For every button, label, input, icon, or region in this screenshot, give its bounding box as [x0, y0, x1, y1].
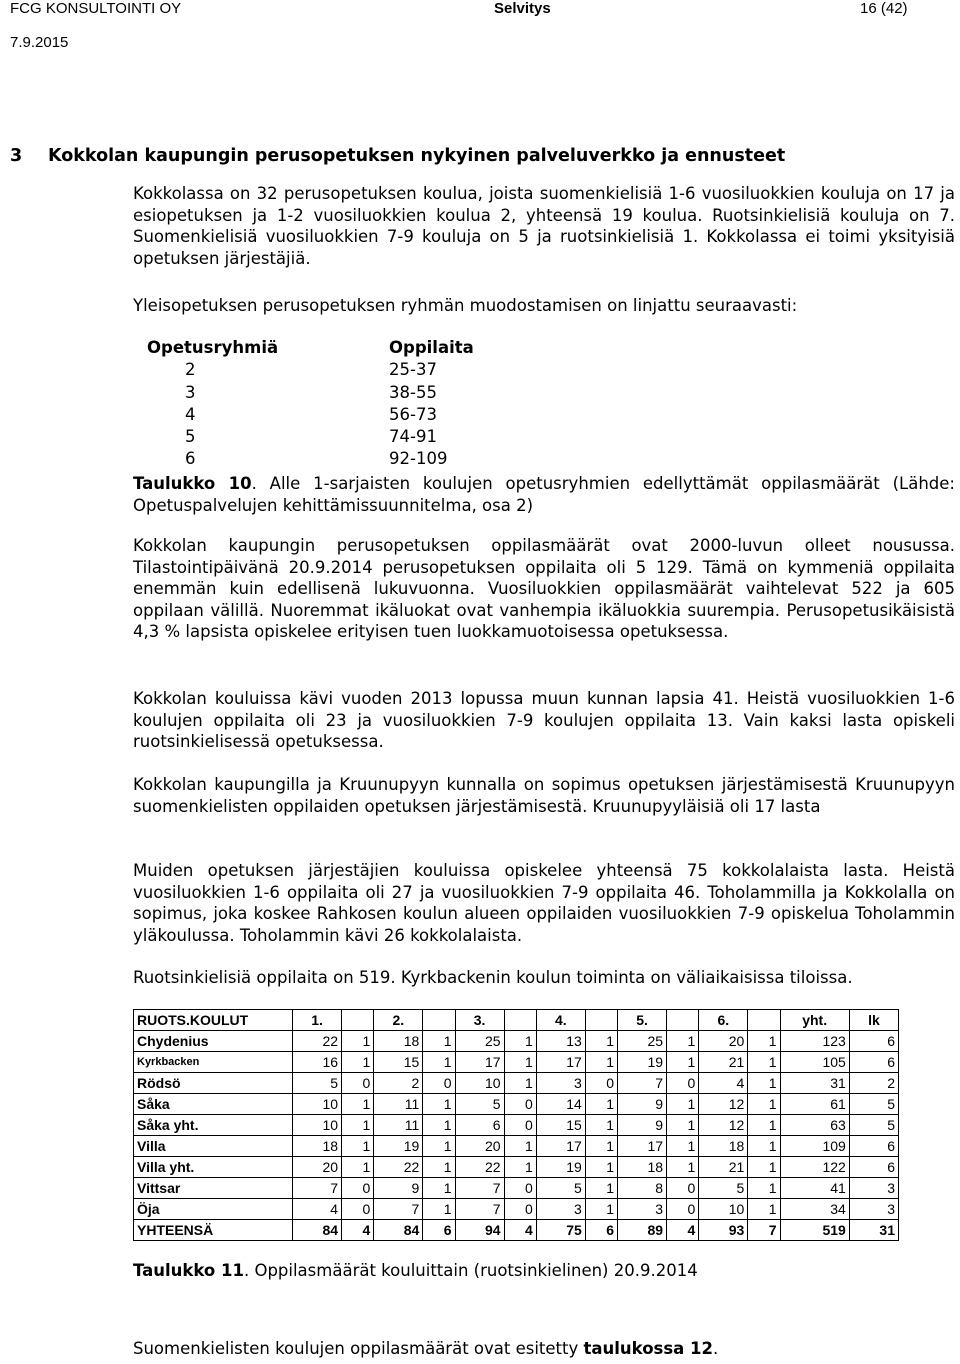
table-cell: 89 [618, 1220, 667, 1241]
table-row [134, 1052, 899, 1073]
table-cell: 75 [536, 1220, 585, 1241]
table-cell: 12 [699, 1094, 748, 1115]
table-cell: 0 [667, 1199, 699, 1220]
paragraph-other-providers: Muiden opetuksen järjestäjien kouluissa opiskelee yhteensä 75 kokkolalaista lasta. Heistä vuosiluokkien 1-6 oppilaita oli 27 ja vuosiluokkien 7-9 oppilaita 46. Toholammilla ja Kokkolalla on sopimus, joka koskee Rahkosen koulun alueen oppilaiden vuosiluokkien 7-9 opiskelua Toholammin yläkoulussa. Toholammin kävi 26 kokkolalaista. [133, 861, 955, 945]
table-cell: 22 [374, 1157, 423, 1178]
group-count-cell: 3 [185, 382, 196, 402]
table-cell: 6 [849, 1031, 898, 1052]
caption-table-11 [133, 1260, 955, 1282]
table-cell: 22 [293, 1031, 342, 1052]
table-cell: 0 [667, 1073, 699, 1094]
table-cell: 17 [536, 1052, 585, 1073]
table-cell: 25 [618, 1031, 667, 1052]
table-cell: 61 [780, 1094, 849, 1115]
table-cell: 1 [748, 1136, 780, 1157]
table-cell: 17 [618, 1136, 667, 1157]
table-cell: 4 [293, 1199, 342, 1220]
table-cell: 0 [342, 1199, 374, 1220]
table-cell: 6 [849, 1052, 898, 1073]
table-cell: 7 [748, 1220, 780, 1241]
group-count-cell: 5 [185, 427, 196, 447]
paragraph-other-municipality: Kokkolan kouluissa kävi vuoden 2013 lopussa muun kunnan lapsia 41. Heistä vuosiluokkien 1-6 koulujen oppilaita oli 23 ja vuosiluokkien 7-9 koulujen oppilaita 13. Vain kaksi lasta opiskeli ruotsinkielisessä opetuksessa. [133, 689, 955, 752]
table-cell: 14 [536, 1094, 585, 1115]
table-cell: 21 [699, 1052, 748, 1073]
table-cell: 13 [536, 1031, 585, 1052]
table-cell: 9 [374, 1178, 423, 1199]
table-cell: 2 [374, 1073, 423, 1094]
table-cell: 1 [748, 1094, 780, 1115]
table-cell: 1 [342, 1052, 374, 1073]
table-cell: 5 [699, 1178, 748, 1199]
table-cell: 1 [748, 1178, 780, 1199]
table-cell: 1 [423, 1052, 455, 1073]
table-cell: 4 [667, 1220, 699, 1241]
group-count-cell: 6 [185, 449, 196, 469]
table-cell: 1 [667, 1136, 699, 1157]
school-name-cell: RUOTS.KOULUT [134, 1010, 293, 1031]
table-cell: 18 [293, 1136, 342, 1157]
table-cell: 8 [618, 1178, 667, 1199]
table-cell: 7 [455, 1199, 504, 1220]
table-cell: 5 [849, 1094, 898, 1115]
school-name-cell: Vittsar [134, 1178, 293, 1199]
table-cell: 10 [293, 1094, 342, 1115]
school-name-cell: YHTEENSÄ [134, 1220, 293, 1241]
caption-11-text: . Oppilasmäärät kouluittain (ruotsinkielinen) 20.9.2014 [243, 1261, 698, 1280]
table-cell [667, 1010, 699, 1031]
table-cell: 20 [293, 1157, 342, 1178]
table-cell: 17 [536, 1136, 585, 1157]
group-size-row [147, 404, 474, 426]
header-company: FCG KONSULTOINTI OY [10, 0, 182, 17]
table-cell: 15 [374, 1052, 423, 1073]
table-cell: 6 [455, 1115, 504, 1136]
table-cell: 4 [699, 1073, 748, 1094]
table-cell: 1 [423, 1178, 455, 1199]
table-cell: 19 [618, 1052, 667, 1073]
table-cell: 122 [780, 1157, 849, 1178]
table-cell: 1 [504, 1031, 536, 1052]
table-cell: yht. [780, 1010, 849, 1031]
table-cell: 19 [374, 1136, 423, 1157]
table-cell: 6 [849, 1157, 898, 1178]
table-cell: 1 [667, 1031, 699, 1052]
table-cell: 1 [585, 1178, 617, 1199]
table-cell: 1 [504, 1073, 536, 1094]
table-cell: 1 [585, 1157, 617, 1178]
table-cell: 9 [618, 1115, 667, 1136]
table-cell: 2 [849, 1073, 898, 1094]
table-cell: 1 [585, 1199, 617, 1220]
table-cell: 0 [342, 1073, 374, 1094]
table-cell: 18 [374, 1031, 423, 1052]
table-cell: 22 [455, 1157, 504, 1178]
table-cell: 1 [585, 1136, 617, 1157]
table-cell: 31 [780, 1073, 849, 1094]
table-cell: 7 [374, 1199, 423, 1220]
page-header [0, 0, 960, 56]
table-cell: 1 [748, 1199, 780, 1220]
table-cell: 6. [699, 1010, 748, 1031]
group-col-groups: Opetusryhmiä [147, 338, 279, 357]
table-cell [585, 1010, 617, 1031]
table-cell: 10 [699, 1199, 748, 1220]
table-cell: 1 [585, 1115, 617, 1136]
group-size-row [147, 382, 474, 404]
table-cell: 1 [667, 1115, 699, 1136]
table-cell: 1 [342, 1136, 374, 1157]
table-cell: 25 [455, 1031, 504, 1052]
table-cell: 41 [780, 1178, 849, 1199]
table-cell: 123 [780, 1031, 849, 1052]
table-row [134, 1073, 899, 1094]
table-cell: 7 [618, 1073, 667, 1094]
table-cell: 11 [374, 1094, 423, 1115]
section-title: Kokkolan kaupungin perusopetuksen nykyinen palveluverkko ja ennusteet [48, 146, 786, 166]
table-cell [504, 1010, 536, 1031]
table-cell: 1 [748, 1052, 780, 1073]
table-cell: 12 [699, 1115, 748, 1136]
caption-10-text: . Alle 1-sarjaisten koulujen opetusryhmien edellyttämät oppilasmäärät (Lähde: Opetuspalvelujen kehittämissuunnitelma, osa 2) [133, 474, 955, 515]
group-size-row [147, 426, 474, 448]
table-cell: 1 [748, 1031, 780, 1052]
school-name-cell: Rödsö [134, 1073, 293, 1094]
table-row [134, 1115, 899, 1136]
table-cell: 1 [342, 1094, 374, 1115]
school-name-cell: Kyrkbacken [134, 1052, 293, 1073]
table-cell: 5 [849, 1115, 898, 1136]
group-count-cell: 4 [185, 404, 196, 424]
table-cell: 3. [455, 1010, 504, 1031]
group-size-row [147, 359, 474, 381]
group-count-cell: 2 [185, 360, 196, 380]
table-cell: 1 [423, 1094, 455, 1115]
table-cell: 1 [585, 1052, 617, 1073]
finnish-ref-bold: taulukossa 12 [583, 1339, 714, 1358]
table-cell: 1 [423, 1199, 455, 1220]
table-cell: 1 [504, 1136, 536, 1157]
table-cell: 0 [504, 1178, 536, 1199]
swedish-schools-table [133, 1009, 899, 1241]
table-row [134, 1136, 899, 1157]
table-cell: 3 [849, 1178, 898, 1199]
group-size-row [147, 448, 474, 470]
table-row [134, 1199, 899, 1220]
table-cell: 16 [293, 1052, 342, 1073]
table-row [134, 1157, 899, 1178]
table-cell: 94 [455, 1220, 504, 1241]
school-name-cell: Villa [134, 1136, 293, 1157]
table-cell: 0 [504, 1094, 536, 1115]
table-cell: 1 [423, 1136, 455, 1157]
table-cell: 10 [293, 1115, 342, 1136]
paragraph-finnish-reference [133, 1338, 955, 1360]
table-cell: 6 [585, 1220, 617, 1241]
table-cell: 7 [293, 1178, 342, 1199]
table-cell [342, 1010, 374, 1031]
paragraph-kruunupyy: Kokkolan kaupungilla ja Kruunupyyn kunnalla on sopimus opetuksen järjestämisestä Kruunupyyn suomenkielisten oppilaiden opetuksen järjestämisestä. Kruunupyyläisiä oli 17 lasta [133, 775, 955, 816]
table-cell: 1 [667, 1052, 699, 1073]
table-cell [748, 1010, 780, 1031]
table-row [134, 1010, 899, 1031]
table-cell: 519 [780, 1220, 849, 1241]
table-cell: 0 [504, 1199, 536, 1220]
header-date: 7.9.2015 [10, 34, 69, 51]
table-cell: 1 [342, 1115, 374, 1136]
table-cell: 3 [849, 1199, 898, 1220]
paragraph-schools: Kokkolassa on 32 perusopetuksen koulua, joista suomenkielisiä 1-6 vuosiluokkien kouluja on 17 ja esiopetuksen ja 1-2 vuosiluokkien koulua 2, yhteensä 19 koulua. Ruotsinkielisiä kouluja on 7. Suomenkielisiä vuosiluokkien 7-9 kouluja on 5 ja ruotsinkielisiä 1. Kokkolassa ei toimi yksityisiä opetuksen järjestäjiä. [133, 184, 955, 268]
table-cell: 5. [618, 1010, 667, 1031]
table-cell: 17 [455, 1052, 504, 1073]
finnish-ref-text: Suomenkielisten koulujen oppilasmäärät ovat esitetty [133, 1339, 584, 1358]
table-cell: 109 [780, 1136, 849, 1157]
table-cell: 84 [374, 1220, 423, 1241]
table-row [134, 1178, 899, 1199]
table-cell: 3 [536, 1199, 585, 1220]
table-cell: 19 [536, 1157, 585, 1178]
table-cell: 15 [536, 1115, 585, 1136]
table-cell: 5 [536, 1178, 585, 1199]
table-cell: lk [849, 1010, 898, 1031]
table-cell: 1 [423, 1031, 455, 1052]
table-cell: 93 [699, 1220, 748, 1241]
table-cell: 18 [699, 1136, 748, 1157]
table-cell: 1 [423, 1115, 455, 1136]
section-heading [10, 146, 785, 166]
paragraph-pupil-counts: Kokkolan kaupungin perusopetuksen oppilasmäärät ovat 2000-luvun olleet nousussa. Tilastointipäivänä 20.9.2014 perusopetuksen oppilaita oli 5 129. Tämä on kymmeniä oppilaita enemmän kuin edellisenä lukuvuonna. Vuosiluokkien oppilasmäärät vaihtelevat 522 ja 605 oppilaan välillä. Nuoremmat ikäluokat ovat vanhempia ikäluokkia suurempia. Perusopetusikäisistä 4,3 % lapsista opiskelee erityisen tuen luokkamuotoisessa opetuksessa. [133, 536, 955, 642]
pupil-range-cell: 56-73 [389, 404, 437, 424]
table-cell: 0 [585, 1073, 617, 1094]
school-name-cell: Chydenius [134, 1031, 293, 1052]
header-title: Selvitys [494, 0, 551, 17]
table-cell: 0 [342, 1178, 374, 1199]
table-cell: 1 [504, 1052, 536, 1073]
table-cell: 4. [536, 1010, 585, 1031]
school-name-cell: Såka yht. [134, 1115, 293, 1136]
school-name-cell: Villa yht. [134, 1157, 293, 1178]
table-cell: 10 [455, 1073, 504, 1094]
table-cell: 1 [748, 1157, 780, 1178]
table-row [134, 1031, 899, 1052]
table-cell: 1 [748, 1073, 780, 1094]
table-cell: 1 [585, 1031, 617, 1052]
table-cell: 31 [849, 1220, 898, 1241]
table-row [134, 1094, 899, 1115]
table-cell: 2. [374, 1010, 423, 1031]
caption-11-label: Taulukko 11 [133, 1261, 244, 1280]
caption-table-10 [133, 473, 955, 516]
table-cell: 1 [667, 1157, 699, 1178]
table-cell: 20 [455, 1136, 504, 1157]
caption-10-label: Taulukko 10 [133, 474, 252, 493]
school-name-cell: Öja [134, 1199, 293, 1220]
table-cell: 18 [618, 1157, 667, 1178]
pupil-range-cell: 74-91 [389, 427, 437, 447]
table-cell: 7 [455, 1178, 504, 1199]
table-cell: 9 [618, 1094, 667, 1115]
table-cell: 105 [780, 1052, 849, 1073]
table-cell: 3 [618, 1199, 667, 1220]
table-cell: 1 [585, 1094, 617, 1115]
table-cell: 21 [699, 1157, 748, 1178]
table-cell: 1 [423, 1157, 455, 1178]
paragraph-swedish-pupils: Ruotsinkielisiä oppilaita on 519. Kyrkbackenin koulun toiminta on väliaikaisissa tiloissa. [133, 968, 853, 987]
group-size-table [147, 337, 474, 471]
paragraph-group-intro: Yleisopetuksen perusopetuksen ryhmän muodostamisen on linjattu seuraavasti: [133, 296, 798, 315]
table-cell: 11 [374, 1115, 423, 1136]
table-cell: 4 [342, 1220, 374, 1241]
table-cell: 5 [293, 1073, 342, 1094]
table-cell: 6 [423, 1220, 455, 1241]
table-cell: 0 [667, 1178, 699, 1199]
finnish-ref-end: . [713, 1339, 719, 1358]
table-cell: 1 [342, 1157, 374, 1178]
table-cell: 5 [455, 1094, 504, 1115]
table-cell: 1. [293, 1010, 342, 1031]
table-cell: 20 [699, 1031, 748, 1052]
section-number: 3 [10, 146, 23, 166]
pupil-range-cell: 92-109 [389, 449, 448, 469]
group-col-pupils: Oppilaita [389, 338, 474, 357]
table-cell: 4 [504, 1220, 536, 1241]
table-cell: 1 [342, 1031, 374, 1052]
header-page-number: 16 (42) [860, 0, 908, 17]
table-cell: 84 [293, 1220, 342, 1241]
table-cell: 0 [504, 1115, 536, 1136]
pupil-range-cell: 25-37 [389, 360, 437, 380]
table-row [134, 1220, 899, 1241]
table-cell: 63 [780, 1115, 849, 1136]
table-cell: 6 [849, 1136, 898, 1157]
group-size-header [147, 337, 474, 359]
school-name-cell: Såka [134, 1094, 293, 1115]
table-cell: 3 [536, 1073, 585, 1094]
table-cell: 1 [504, 1157, 536, 1178]
table-cell: 0 [423, 1073, 455, 1094]
table-cell: 34 [780, 1199, 849, 1220]
pupil-range-cell: 38-55 [389, 382, 437, 402]
table-cell: 1 [748, 1115, 780, 1136]
table-cell: 1 [667, 1094, 699, 1115]
table-cell [423, 1010, 455, 1031]
